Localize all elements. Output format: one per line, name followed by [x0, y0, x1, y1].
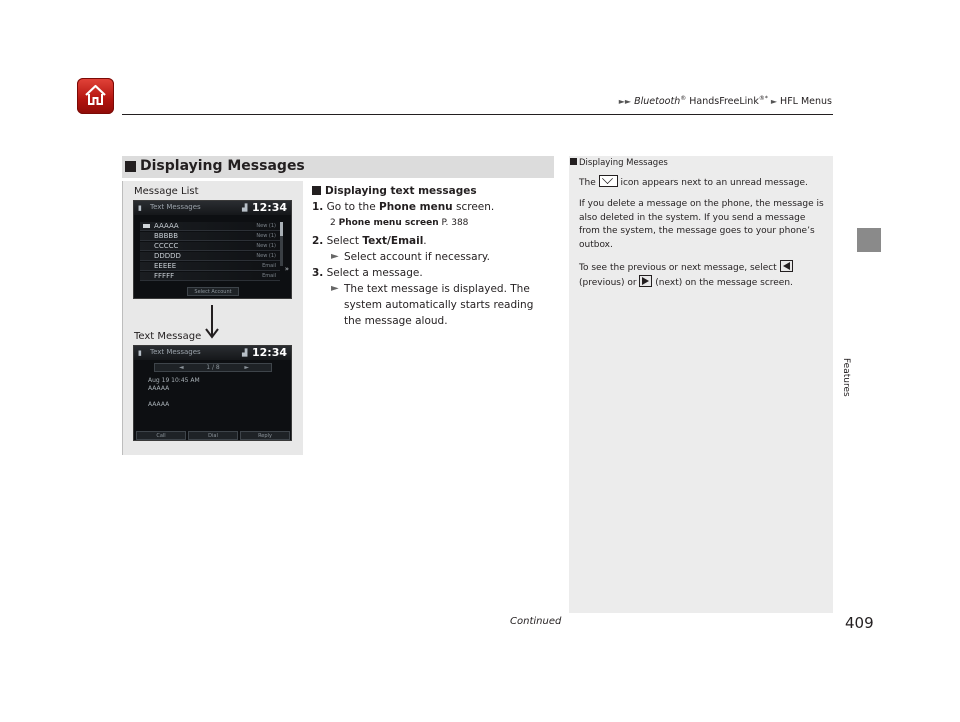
step-text: screen.	[452, 201, 495, 213]
phone-icon: ▮	[138, 204, 142, 212]
list-item-tag: New (1)	[256, 223, 276, 229]
step-2-result	[312, 249, 552, 265]
list-item-tag: Email	[262, 263, 276, 269]
select-account-button[interactable]: Select Account	[187, 287, 239, 296]
heading-square-icon	[312, 186, 321, 195]
message-index: 1 / 8	[206, 364, 220, 371]
breadcrumb	[619, 95, 832, 107]
step-text: Go to the	[326, 201, 379, 213]
note-text: The	[579, 178, 599, 188]
next-icon[interactable]: ►	[244, 364, 249, 371]
list-item-tag: New (1)	[256, 253, 276, 259]
step-text: .	[423, 235, 427, 247]
list-item[interactable]	[140, 272, 280, 281]
cross-reference[interactable]	[312, 215, 552, 231]
list-item-name: DDDDD	[154, 252, 181, 260]
result-arrow-icon: ►	[331, 283, 339, 294]
step-2	[312, 233, 552, 249]
ref-page: P. 388	[438, 218, 469, 228]
screen-clock: 12:34	[251, 201, 287, 214]
result-arrow-icon: ►	[331, 251, 339, 262]
breadcrumb-arrow-icon: ►	[770, 97, 778, 107]
breadcrumb-hfl: HandsFreeLink	[686, 96, 759, 108]
header-rule	[122, 114, 833, 115]
page-number: 409	[845, 614, 874, 632]
message-from: AAAAA	[148, 385, 170, 392]
signal-icon: ▟	[242, 349, 248, 357]
list-item-name: CCCCC	[154, 242, 179, 250]
step-text: Select	[326, 235, 363, 247]
list-item[interactable]	[140, 222, 280, 231]
screen-status-bar	[134, 201, 291, 215]
next-icon	[639, 275, 652, 287]
note-text: To see the previous or next message, select	[579, 263, 780, 274]
step-bold: Text/Email	[362, 235, 424, 247]
step-bold: Phone menu	[379, 201, 453, 213]
note-heading-text: Displaying Messages	[579, 158, 668, 168]
note-heading	[570, 158, 668, 168]
home-button[interactable]	[77, 78, 114, 114]
list-item-tag: Email	[262, 273, 276, 279]
message-nav-bar	[154, 363, 272, 372]
note-paragraph	[579, 175, 827, 190]
continued-label: Continued	[510, 616, 562, 627]
step-1	[312, 199, 552, 215]
note-text: icon appears next to an unread message.	[617, 178, 808, 188]
steps-column	[312, 183, 552, 329]
section-square-icon	[125, 161, 136, 172]
message-body: AAAAA	[148, 401, 170, 408]
breadcrumb-hfl-menus: HFL Menus	[780, 96, 832, 108]
scrollbar-thumb[interactable]	[280, 222, 283, 236]
down-arrow-icon	[204, 305, 220, 339]
note-text: (previous) or	[579, 278, 640, 289]
scroll-down-icon[interactable]: »	[284, 265, 289, 273]
message-list-label: Message List	[134, 186, 199, 197]
text-message-label: Text Message	[134, 331, 202, 342]
list-item[interactable]	[140, 252, 280, 261]
chapter-label: Features	[841, 358, 851, 397]
step-number: 2.	[312, 235, 324, 247]
text-message-screen	[133, 345, 292, 441]
ref-label: Phone menu screen	[338, 218, 439, 228]
envelope-icon	[143, 224, 150, 228]
message-date: Aug 19 10:45 AM	[148, 377, 200, 384]
reply-button[interactable]: Reply	[240, 431, 290, 440]
dial-button[interactable]: Dial	[188, 431, 238, 440]
note-body	[579, 175, 827, 299]
step-number: 3.	[312, 267, 324, 279]
ref-arrow-icon: 2	[330, 218, 336, 228]
signal-icon: ▟	[242, 204, 248, 212]
previous-icon[interactable]: ◄	[179, 364, 184, 371]
list-item[interactable]	[140, 262, 280, 271]
envelope-icon	[599, 175, 618, 187]
steps-heading	[312, 183, 552, 199]
step-number: 1.	[312, 201, 324, 213]
screen-clock: 12:34	[251, 346, 287, 359]
note-paragraph	[579, 260, 827, 291]
note-paragraph: If you delete a message on the phone, the message is also deleted in the system. If you send a message from the system, the message goes to your phone’s outbox.	[579, 199, 824, 250]
breadcrumb-reg-mark: ®	[680, 95, 687, 102]
list-item[interactable]	[140, 232, 280, 241]
previous-icon	[780, 260, 793, 272]
list-item-tag: New (1)	[256, 243, 276, 249]
section-title-bar	[122, 156, 554, 178]
breadcrumb-reg-star: ®*	[758, 95, 768, 102]
list-item-tag: New (1)	[256, 233, 276, 239]
step-3	[312, 265, 552, 281]
phone-icon: ▮	[138, 349, 142, 357]
breadcrumb-bluetooth: Bluetooth	[634, 96, 681, 108]
list-item-name: BBBBB	[154, 232, 179, 240]
note-text: (next) on the message screen.	[652, 278, 793, 289]
call-button[interactable]: Call	[136, 431, 186, 440]
home-icon	[83, 83, 108, 108]
screen-title: Text Messages	[150, 348, 201, 356]
result-text: The text message is displayed. The system automatically starts reading the message aloud.	[344, 283, 534, 327]
screen-status-bar	[134, 346, 291, 360]
screen-title: Text Messages	[150, 203, 201, 211]
section-title: Displaying Messages	[140, 158, 305, 174]
step-text: Select a message.	[326, 267, 423, 279]
step-3-result	[312, 281, 552, 329]
chapter-tab	[857, 228, 881, 252]
list-item-name: EEEEE	[154, 262, 177, 270]
note-marker-icon	[570, 158, 577, 165]
message-details	[148, 377, 200, 409]
list-item-name: AAAAA	[154, 222, 179, 230]
breadcrumb-arrow-icon: ►►	[618, 97, 632, 107]
list-item-name: FFFFF	[154, 272, 175, 280]
list-item[interactable]	[140, 242, 280, 251]
message-list-screen	[133, 200, 292, 299]
result-text: Select account if necessary.	[344, 251, 490, 263]
steps-heading-text: Displaying text messages	[325, 185, 477, 197]
